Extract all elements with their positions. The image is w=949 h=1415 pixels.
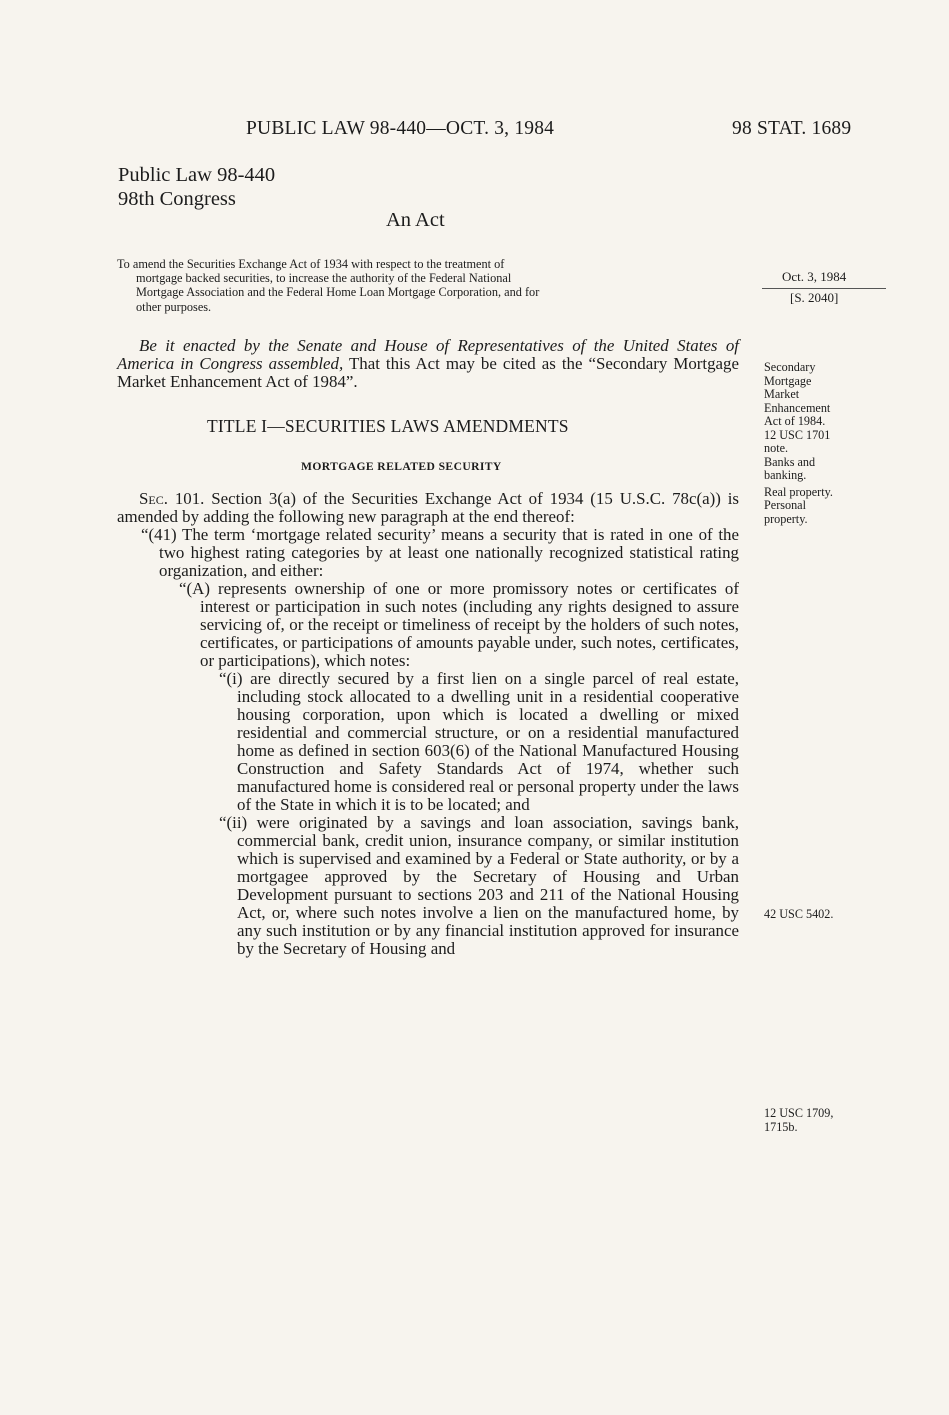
margin-note-short-title (764, 361, 894, 526)
clause-ii: “(ii) were originated by a savings and loan association, savings bank, commercial bank, credit union, insurance company, or similar institution which is supervised and examined by a Federal or State authority, or by a mortgagee approved by the Secretary of Housing and Urban Development pursuant to sections 203 and 211 of the National Housing Act, or, where such notes involve a lien on the manufactured home, by any such institution or by any financial institution approved for insurance by the Secretary of Housing and (219, 813, 739, 958)
margin-note-line: 12 USC 1709, (764, 1106, 834, 1120)
margin-note-line: Banks and (764, 454, 816, 469)
enacting-clause-italic: Be it enacted by the Senate and House of Representatives of the United States of America in Congress assembled, (117, 336, 739, 373)
margin-note-line: 12 USC 1701 (764, 427, 831, 442)
section-intro: Section 3(a) of the Securities Exchange Act of 1934 (15 U.S.C. 78c(a)) is amended by adding the following new paragraph at the end thereof: (117, 489, 740, 526)
margin-note-usc-1709 (764, 1107, 833, 1134)
clause-i: “(i) are directly secured by a first lien on a single parcel of real estate, including stock allocated to a dwelling unit in a residential cooperative housing corporation, upon which is located a dwelling or mixed residential and commercial structure, or on a residential manufactured home as defined in section 603(6) of the National Manufactured Housing Construction and Safety Standards Act of 1974, whether such manufactured home is considered real or personal property under the laws of the State in which it is to be located; and (219, 669, 739, 814)
margin-note-line: note. (764, 441, 789, 455)
congress-number: 98th Congress (118, 188, 236, 210)
margin-note-line: banking. (764, 468, 807, 482)
margin-note-line: Market (764, 387, 800, 401)
long-title-line: mortgage backed securities, to increase the authority of the Federal National (136, 271, 512, 286)
title-heading: TITLE I—SECURITIES LAWS AMENDMENTS (207, 416, 569, 436)
margin-note-line: Act of 1984. (764, 414, 826, 428)
long-title-line: other purposes. (136, 299, 212, 314)
paragraph-41: “(41) The term ‘mortgage related security’ means a security that is rated in one of the two highest rating categories by at least one nationally recognized statistical rating organization, and either: (141, 525, 739, 580)
long-title (117, 257, 739, 314)
margin-note-line: Mortgage (764, 373, 812, 388)
long-title-line: Mortgage Association and the Federal Home Loan Mortgage Corporation, and for (136, 285, 540, 300)
enacting-clause-text: That this Act may be cited as the “Secondary Mortgage Market Enhancement Act of 1984”. (117, 354, 739, 391)
long-title-line: To amend the Securities Exchange Act of 1934 with respect to the treatment of (117, 257, 505, 271)
margin-note-line: Real property. (764, 484, 833, 499)
law-identification (118, 163, 275, 211)
public-law-number: Public Law 98-440 (118, 164, 276, 186)
margin-note-line: Secondary (764, 360, 816, 374)
enacting-clause (117, 337, 739, 391)
margin-note-bill: [S. 2040] (790, 290, 839, 305)
margin-note-date: Oct. 3, 1984 (782, 269, 847, 284)
section-label: Sec. 101. (139, 489, 205, 508)
section-101 (117, 490, 739, 958)
margin-note-line: 1715b. (764, 1119, 798, 1134)
subparagraph-A: “(A) represents ownership of one or more promissory notes or certificates of interest or participation in such notes (including any rights designed to assure servicing of, or the receipt or timeliness of receipt by the holders of such notes, certificates, or participations of amounts payable under, such notes, certificates, or participations), which notes: (179, 579, 739, 670)
running-header-title: PUBLIC LAW 98-440—OCT. 3, 1984 (246, 118, 555, 139)
margin-note-usc-5402: 42 USC 5402. (764, 907, 834, 921)
margin-note-line: Enhancement (764, 400, 831, 415)
margin-note-line: Personal (764, 498, 806, 512)
margin-note-line: property. (764, 511, 808, 526)
act-heading: An Act (386, 209, 445, 231)
section-heading: MORTGAGE RELATED SECURITY (301, 460, 502, 473)
margin-note-rule (762, 288, 886, 289)
statute-page-number: 98 STAT. 1689 (732, 118, 852, 139)
